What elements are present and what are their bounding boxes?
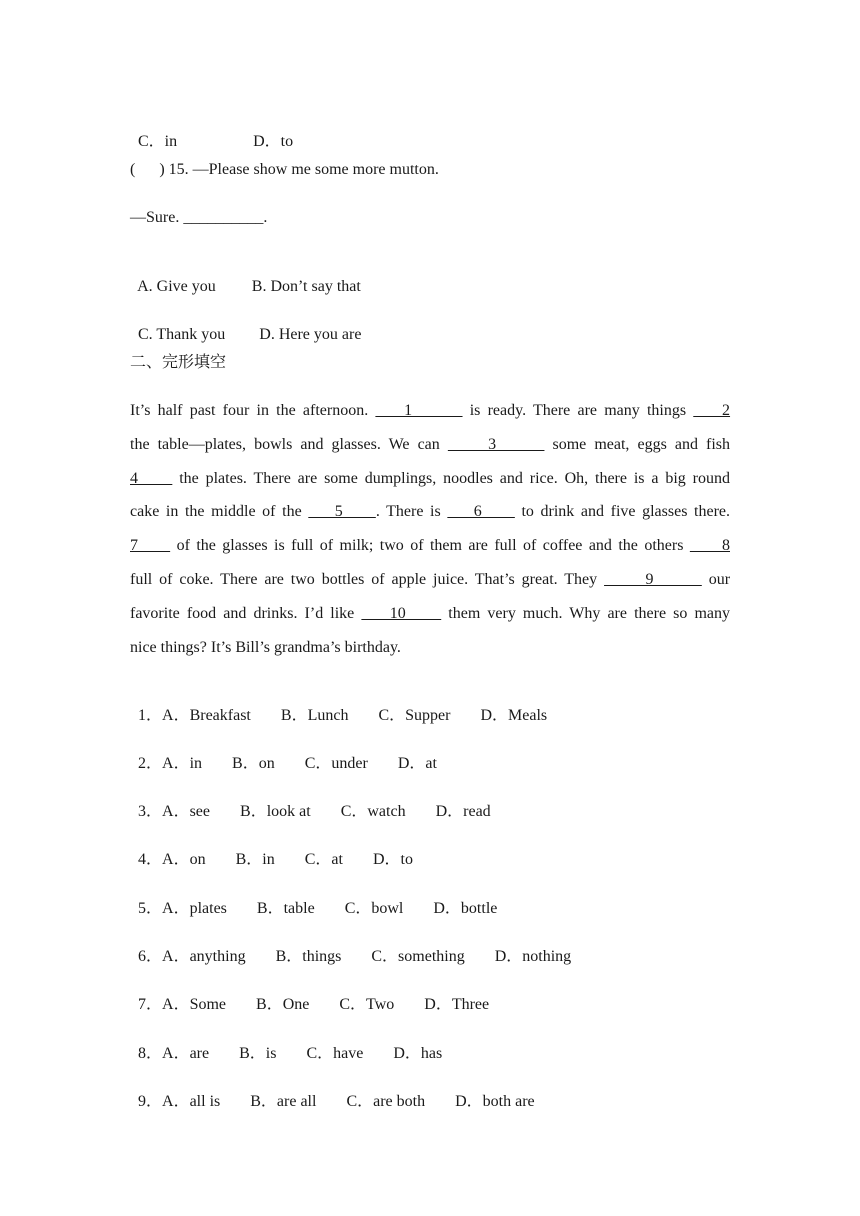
question-row-3: 3．A．see B．look at C．watch D．read [138, 803, 491, 820]
blank-5: 5 [308, 503, 376, 521]
q14-options-row [130, 112, 293, 152]
blank-10: 10 [361, 604, 442, 622]
q15-stem: ( ) 15. —Please show me some more mutton. [130, 161, 439, 178]
question-row-8: 8．A．are B．is C．have D．has [138, 1045, 443, 1062]
q15-option-c: C. Thank you [138, 326, 226, 343]
passage-line: It’s half past four in the afternoon. 1 is ready. There are many things 2 [130, 402, 731, 419]
passage-line: the table—plates, bowls and glasses. We can 3 some meat, eggs and fish [130, 435, 731, 453]
passage-line: cake in the middle of the 5 . There is 6 to drink and five glasses there. [130, 503, 731, 521]
question-row-6: 6．A．anything B．things C．something D．nothing [138, 948, 572, 965]
question-row-7: 7．A．Some B．One C．Two D．Three [138, 996, 490, 1013]
passage-line: 4 the plates. There are some dumplings, noodles and rice. Oh, there is a big round [130, 469, 730, 487]
question-row-5: 5．A．plates B．table C．bowl D．bottle [138, 900, 498, 917]
blank-3: 3 [447, 435, 545, 453]
q15-option-b: B. Don’t say that [251, 278, 361, 295]
q15-options-row-1 [130, 257, 361, 297]
blank-7: 7 [130, 537, 171, 555]
question-row-9: 9．A．all is B．are all C．are both D．both are [138, 1093, 535, 1110]
passage-line: 7 of the glasses is full of milk; two of them are full of coffee and the others 8 [130, 537, 730, 555]
blank-6: 6 [447, 503, 515, 521]
q15-option-a: A. Give you [137, 278, 216, 295]
section-title: 二、完形填空 [130, 354, 227, 371]
blank-2: 2 [693, 402, 731, 419]
question-row-1: 1．A．Breakfast B．Lunch C．Supper D．Meals [138, 707, 548, 724]
passage-line: full of coke. There are two bottles of apple juice. That’s great. They 9 our [130, 570, 731, 588]
passage-line: favorite food and drinks. I’d like 10 them very much. Why are there so many [130, 604, 731, 622]
q15-options-row-2 [130, 305, 361, 345]
q14-option-d: D．to [253, 133, 294, 150]
blank-8: 8 [689, 537, 730, 555]
blank-1: 1 [375, 402, 463, 419]
cloze-passage [130, 394, 730, 664]
blank-9: 9 [604, 570, 702, 588]
passage-line: nice things? It’s Bill’s grandma’s birthday. [130, 638, 401, 656]
q15-option-d: D. Here you are [259, 326, 362, 343]
q15-reply: —Sure. __________. [130, 209, 268, 226]
blank-4: 4 [130, 469, 173, 487]
question-row-4: 4．A．on B．in C．at D．to [138, 851, 413, 868]
question-row-2: 2．A．in B．on C．under D．at [138, 755, 437, 772]
q14-option-c: C．in [138, 133, 178, 150]
